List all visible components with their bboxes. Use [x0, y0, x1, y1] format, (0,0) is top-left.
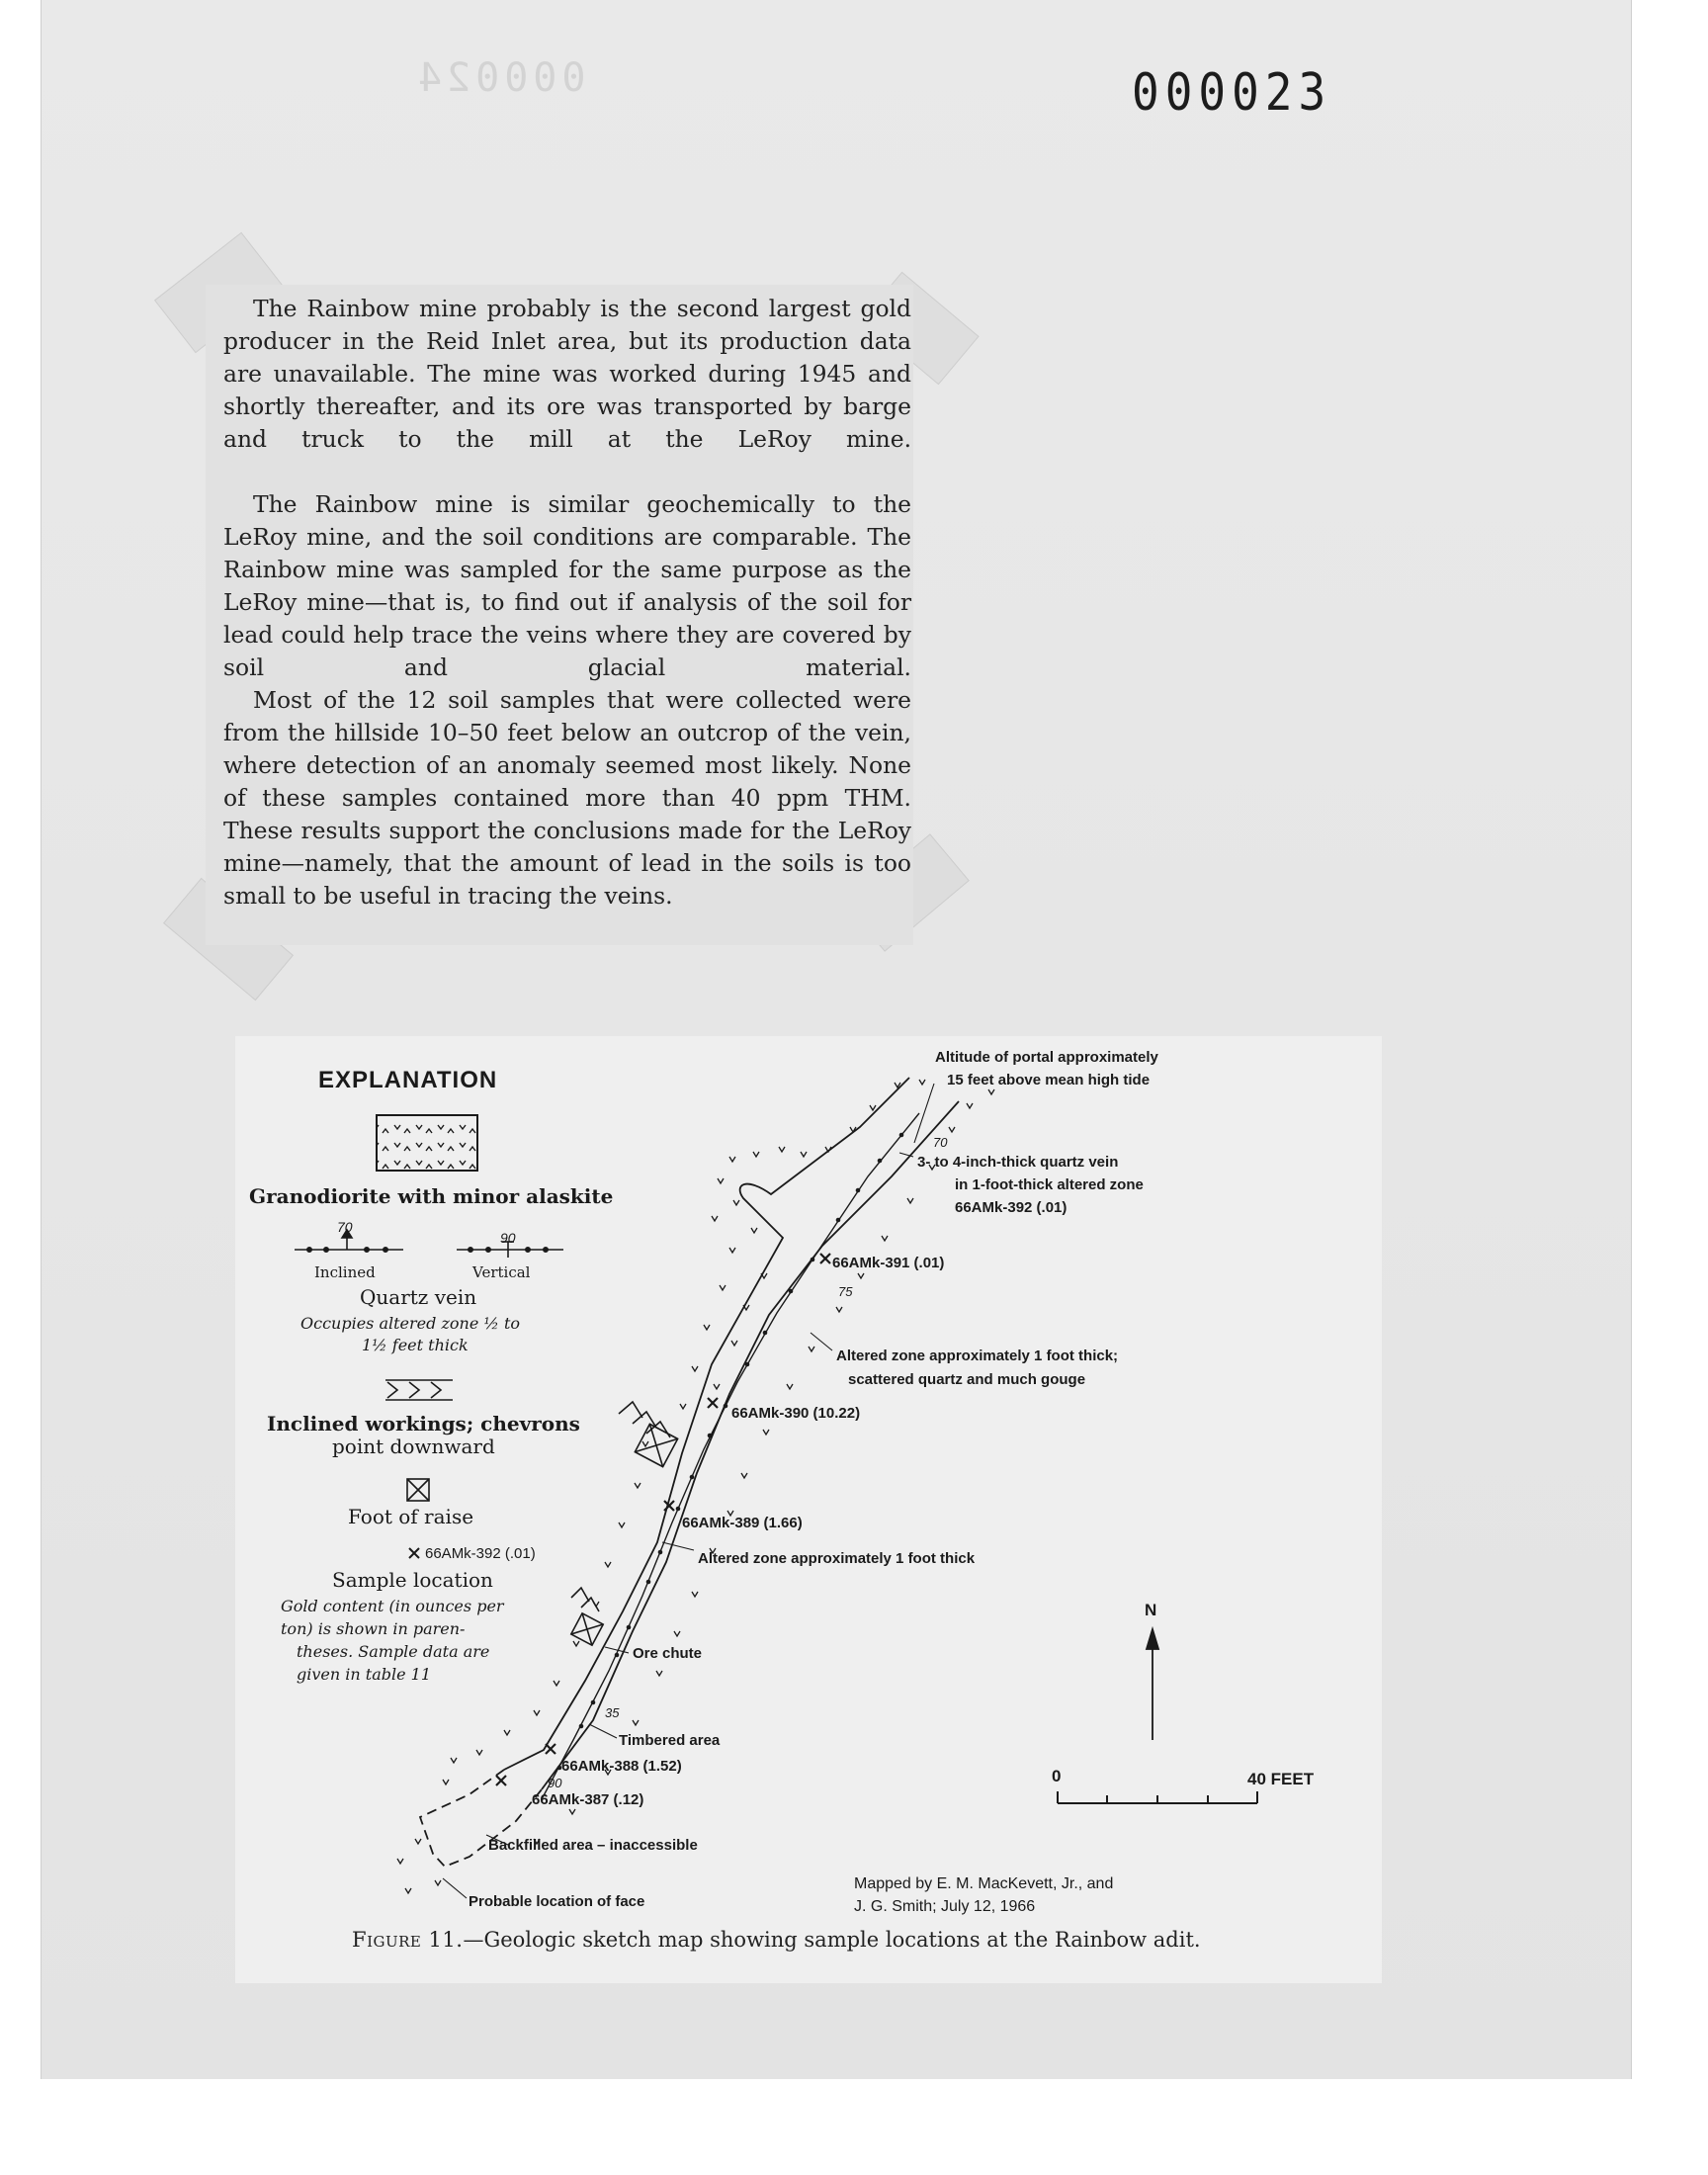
bleed-through-page-number: 000024	[413, 55, 586, 101]
vertical-dip-label: 90	[500, 1230, 516, 1246]
label-backfilled: Backfilled area – inaccessible	[488, 1837, 698, 1854]
label-vein-3: 66AMk-392 (.01)	[955, 1199, 1068, 1216]
legend-gold-note-4: given in table 11	[297, 1665, 432, 1684]
scale-zero-label: 0	[1052, 1767, 1062, 1785]
granodiorite-swatch	[377, 1115, 477, 1171]
label-face: Probable location of face	[469, 1893, 645, 1910]
legend-inclined: Inclined	[314, 1263, 376, 1281]
legend-title: EXPLANATION	[318, 1067, 498, 1093]
legend-granodiorite: Granodiorite with minor alaskite	[249, 1184, 614, 1208]
legend-quartz-vein: Quartz vein	[360, 1285, 477, 1309]
legend-inclined-workings-2: point downward	[332, 1435, 495, 1458]
credit-line-2: J. G. Smith; July 12, 1966	[854, 1898, 1036, 1915]
label-altered-thick: Altered zone approximately 1 foot thick	[698, 1550, 976, 1567]
inclined-dip-label: 70	[337, 1219, 353, 1235]
label-sample-388: 66AMk-388 (1.52)	[561, 1758, 682, 1775]
label-sample-391: 66AMk-391 (.01)	[832, 1255, 945, 1271]
map-foot-of-raise	[571, 1424, 678, 1645]
label-altered-1: Altered zone approximately 1 foot thick;	[836, 1348, 1119, 1364]
label-altered-2: scattered quartz and much gouge	[848, 1371, 1086, 1388]
legend-gold-note-3: theses. Sample data are	[297, 1642, 490, 1661]
label-sample-390: 66AMk-390 (10.22)	[731, 1405, 861, 1422]
label-dip-75: 75	[838, 1284, 853, 1299]
scale-forty-label: 40 FEET	[1247, 1770, 1315, 1788]
legend-sample-location: Sample location	[332, 1568, 493, 1592]
scale-bar	[1058, 1791, 1257, 1803]
label-portal-1: Altitude of portal approximately	[935, 1049, 1158, 1066]
legend-vertical: Vertical	[472, 1263, 531, 1281]
label-dip-90: 90	[548, 1776, 562, 1790]
label-dip-35: 35	[605, 1705, 620, 1720]
label-dip-70: 70	[933, 1135, 948, 1150]
foot-of-raise-symbol	[407, 1479, 429, 1501]
legend-sample-example: 66AMk-392 (.01)	[425, 1545, 536, 1562]
label-vein-1: 3- to 4-inch-thick quartz vein	[917, 1154, 1119, 1171]
label-timbered: Timbered area	[619, 1732, 721, 1749]
credit-line-1: Mapped by E. M. MacKevett, Jr., and	[854, 1875, 1114, 1892]
north-label: N	[1145, 1601, 1157, 1619]
legend-gold-note-1: Gold content (in ounces per	[281, 1597, 504, 1615]
label-vein-2: in 1-foot-thick altered zone	[955, 1176, 1144, 1193]
paragraph-3: Most of the 12 soil samples that were collected were from the hillside 10–50 feet below an outcrop of the vein, where detection of an anomaly seemed most likely. None of these samples contained more than 40 ppm THM. These results support the conclusions made for the LeRoy mine—namely, that the amount of lead in the soils is too small to be useful in tracing the veins.	[223, 686, 911, 910]
map-chevrons	[571, 1402, 670, 1611]
figure-caption-text: —Geologic sketch map showing sample locations at the Rainbow adit.	[463, 1928, 1201, 1952]
sample-symbol	[409, 1548, 419, 1558]
label-portal-2: 15 feet above mean high tide	[947, 1072, 1151, 1088]
label-sample-389: 66AMk-389 (1.66)	[682, 1515, 803, 1531]
label-ore-chute: Ore chute	[633, 1645, 703, 1662]
legend-quartz-note-2: 1½ feet thick	[362, 1336, 469, 1354]
legend-quartz-note-1: Occupies altered zone ½ to	[300, 1314, 521, 1333]
legend-gold-note-2: ton) is shown in paren-	[281, 1619, 466, 1638]
quartz-vein-line	[542, 1113, 919, 1799]
paragraph-1: The Rainbow mine probably is the second largest gold producer in the Reid Inlet area, but its production data are unavailable. The mine was worked during 1945 and shortly thereafter, and its ore was transported by barge and truck to the mill at the LeRoy mine.	[223, 295, 911, 453]
paragraph-2: The Rainbow mine is similar geochemically to the LeRoy mine, and the soil conditions are comparable. The Rainbow mine was sampled for the same purpose as the LeRoy mine—that is, to find out if analysis of the soil for lead could help trace the veins where they are covered by soil and glacial material.	[223, 490, 911, 681]
legend-foot-of-raise: Foot of raise	[348, 1505, 474, 1528]
figure-caption	[352, 1928, 1201, 1952]
chevron-symbol	[385, 1380, 453, 1400]
page-number: 000023	[1132, 61, 1332, 123]
quartz-vein-dots	[557, 1133, 904, 1771]
figure-caption-label: Figure 11.	[352, 1928, 464, 1952]
legend-inclined-workings-1: Inclined workings; chevrons	[267, 1412, 580, 1436]
label-sample-387: 66AMk-387 (.12)	[532, 1791, 644, 1808]
north-arrow-icon	[1147, 1629, 1158, 1740]
